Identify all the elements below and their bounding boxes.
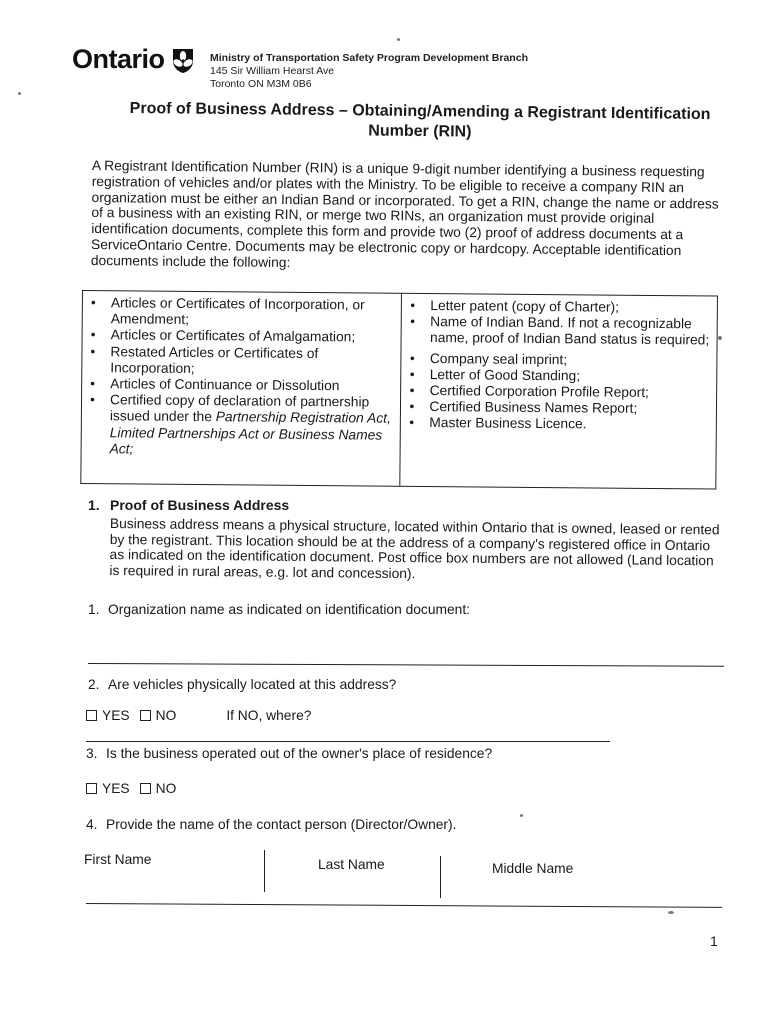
no-checkbox[interactable] [140, 781, 177, 796]
logo-wordmark: Ontario [72, 44, 165, 74]
page-number: 1 [710, 933, 718, 949]
document-item: • Certified Business Names Report; [407, 399, 710, 418]
yes-checkbox[interactable] [86, 708, 130, 723]
organization-name-field[interactable] [88, 663, 724, 667]
address-line-1: 145 Sir William Hearst Ave [210, 65, 335, 77]
section-description: Business address means a physical structure, located within Ontario that is owned, leased or rented by the registrant. This location should be at the address of a company's registered office in Ontario as indicated on the identification document. Post office box numbers are not allowed (Land location is required in rural areas, e.g. lot and concession). [109, 516, 720, 581]
field-divider [440, 856, 441, 898]
question-residence [86, 746, 492, 761]
document-item-partnership [88, 392, 395, 459]
ontario-logo [72, 44, 197, 75]
where-field[interactable] [86, 741, 610, 742]
document-item: • Certified Corporation Profile Report; [408, 383, 711, 402]
section-number: 1. [88, 497, 100, 513]
title-line-2: Number (RIN) [368, 122, 472, 141]
document-item: • Articles or Certificates of Amalgamation; [89, 327, 396, 346]
question-number: 1. [88, 602, 100, 617]
if-no-label: If NO, where? [226, 708, 312, 723]
question-vehicles-location [88, 677, 396, 692]
question-contact-person [86, 817, 456, 832]
question-number: 4. [86, 817, 98, 832]
vehicles-location-options [86, 708, 311, 723]
no-checkbox[interactable] [140, 708, 177, 723]
document-item: • Company seal imprint; [408, 350, 711, 369]
documents-right-column [401, 294, 717, 489]
yes-label: YES [102, 708, 130, 723]
question-text: Organization name as indicated on identification document: [108, 602, 471, 617]
contact-name-field[interactable] [86, 903, 722, 908]
partnership-text: Certified copy of declaration of partnership issued under the [109, 392, 370, 425]
question-number: 2. [88, 677, 100, 692]
title-line-1: Proof of Business Address – Obtaining/Amending a Registrant Identification [129, 99, 711, 124]
no-label: NO [155, 781, 177, 796]
question-organization-name [88, 602, 470, 617]
section-heading [88, 497, 289, 513]
document-item: • Letter of Good Standing; [408, 367, 711, 386]
scan-speck [718, 336, 722, 340]
trillium-icon [169, 46, 197, 74]
question-text: Is the business operated out of the owner's place of residence? [106, 746, 493, 761]
question-text: Provide the name of the contact person (Director/Owner). [106, 817, 457, 832]
document-item: • Name of Indian Band. If not a recognizable name, proof of Indian Band status is required; [408, 314, 711, 349]
acceptable-documents-table [80, 290, 718, 490]
no-label: NO [155, 708, 177, 723]
document-item: • Articles or Certificates of Incorporation, or Amendment; [89, 295, 396, 330]
checkbox-square [86, 710, 97, 721]
field-divider [264, 850, 265, 892]
partnership-acts: Partnership Registration Act, Limited Partnerships Act or Business Names Act; [109, 409, 391, 457]
middle-name-label: Middle Name [492, 861, 574, 876]
document-item: • Restated Articles or Certificates of Incorporation; [88, 344, 395, 379]
first-name-label: First Name [84, 852, 152, 867]
scan-speck [18, 92, 21, 95]
scan-speck [668, 911, 674, 914]
residence-options [86, 781, 186, 796]
ministry-address-block [210, 52, 528, 91]
yes-checkbox[interactable] [86, 781, 130, 796]
question-number: 3. [86, 746, 98, 761]
address-line-2: Toronto ON M3M 0B6 [210, 78, 312, 90]
document-item: • Articles of Continuance or Dissolution [88, 376, 395, 395]
documents-left-column [81, 291, 402, 486]
ministry-name: Ministry of Transportation Safety Program Development Branch [210, 52, 528, 64]
intro-paragraph [91, 158, 722, 275]
document-item: • Letter patent (copy of Charter); [408, 298, 711, 317]
page-title [100, 99, 740, 146]
intro-text: A Registrant Identification Number (RIN) is a unique 9-digit number identifying a business requesting registration of vehicles and/or plates with the Ministry. To be eligible to receive a company RIN an organization must be either an Indian Band or incorporated. To get a RIN, change the name or address of a business with an existing RIN, or merge two RINs, an organization must provide original identification documents, complete this form and provide two (2) proof of address documents at a ServiceOntario Centre. Documents may be electronic copy or hardcopy. Acceptable identification documents include the following: [90, 158, 719, 270]
checkbox-square [140, 783, 151, 794]
scan-speck [397, 38, 400, 41]
last-name-label: Last Name [318, 857, 385, 872]
checkbox-square [140, 710, 151, 721]
question-text: Are vehicles physically located at this address? [108, 677, 397, 692]
checkbox-square [86, 783, 97, 794]
yes-label: YES [102, 781, 130, 796]
document-item: • Master Business Licence. [407, 415, 710, 434]
section-title: Proof of Business Address [110, 497, 290, 513]
scan-speck [520, 814, 523, 817]
